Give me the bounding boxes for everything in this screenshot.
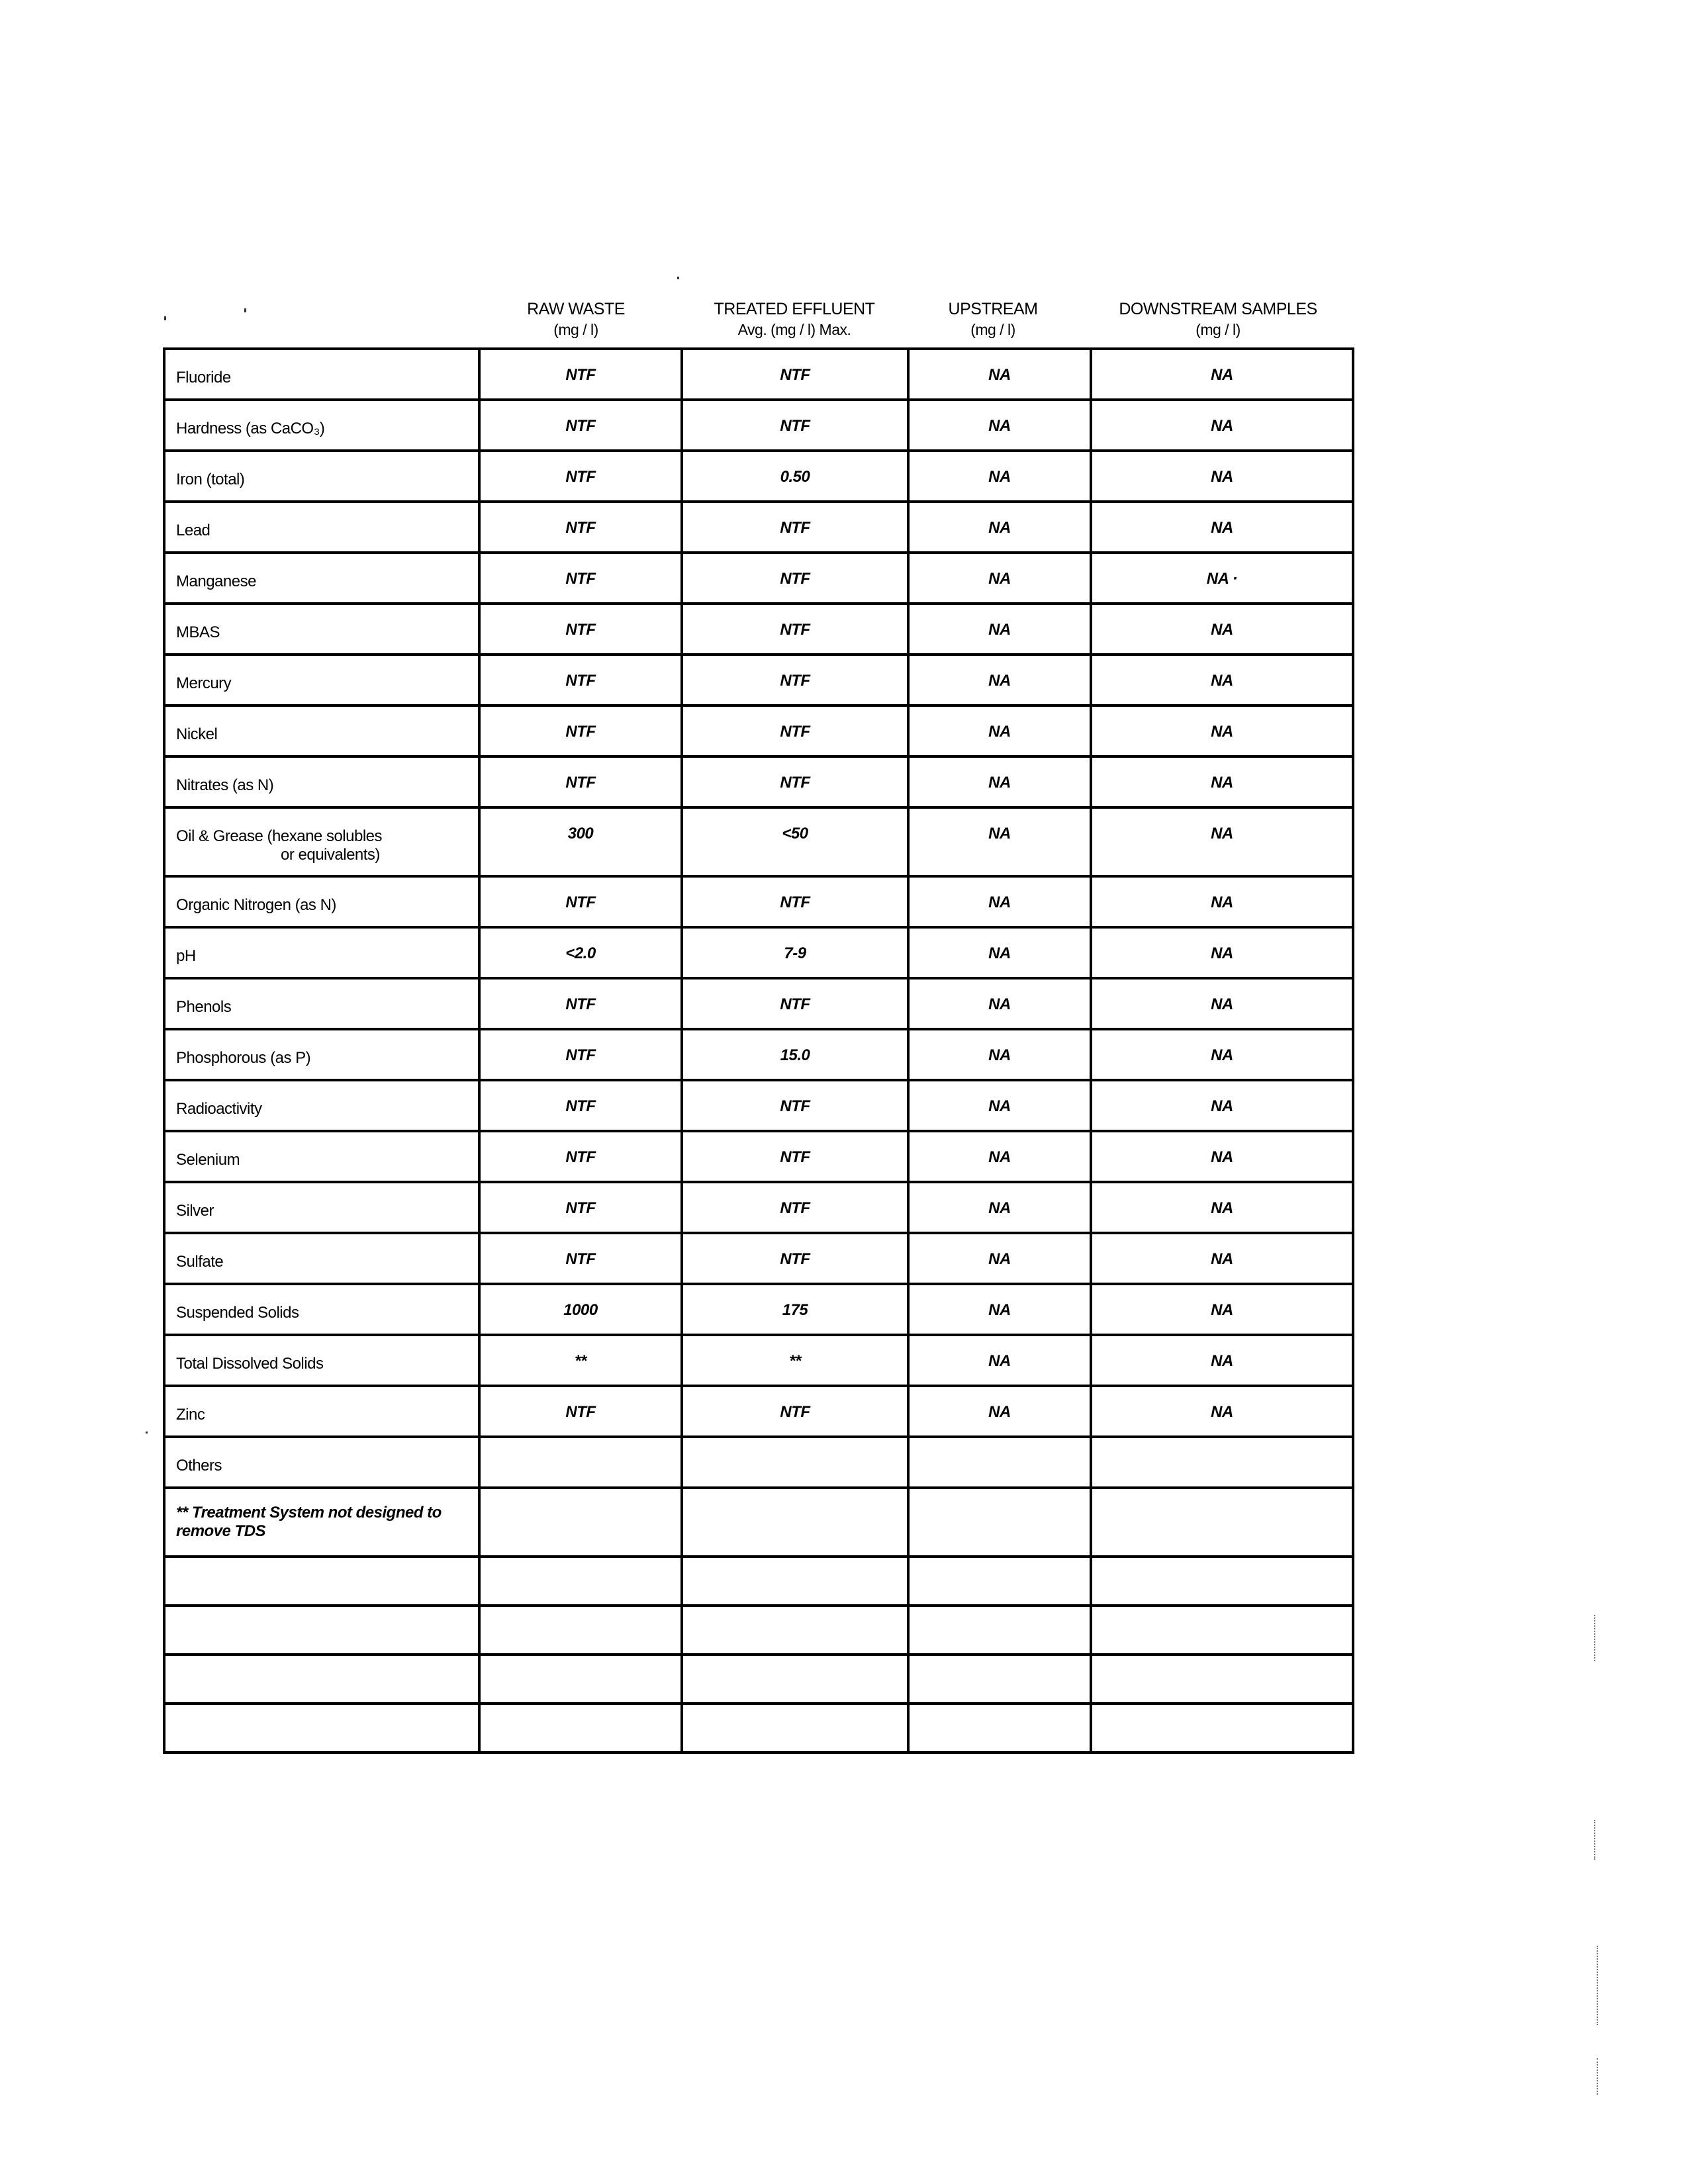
downstream-cell: NA — [1091, 1335, 1353, 1386]
table-row — [164, 705, 1353, 756]
raw-waste-cell: NTF — [479, 1233, 682, 1284]
header-raw-waste — [483, 299, 669, 340]
treated-effluent-cell: NTF — [682, 876, 908, 927]
parameter-cell: Fluoride — [164, 349, 479, 400]
parameter-cell: MBAS — [164, 604, 479, 655]
downstream-cell: NA — [1091, 1182, 1353, 1233]
treated-effluent-cell: 0.50 — [682, 451, 908, 502]
parameter-cell: Mercury — [164, 655, 479, 705]
empty-cell — [479, 1704, 682, 1752]
downstream-cell: NA — [1091, 927, 1353, 978]
parameter-cell: Organic Nitrogen (as N) — [164, 876, 479, 927]
downstream-cell: NA — [1091, 502, 1353, 553]
empty-cell — [908, 1488, 1091, 1557]
parameter-cell: Sulfate — [164, 1233, 479, 1284]
treated-effluent-cell: NTF — [682, 1080, 908, 1131]
empty-cell — [682, 1557, 908, 1606]
others-label: Others — [164, 1437, 479, 1488]
empty-cell — [164, 1557, 479, 1606]
parameter-cell: Silver — [164, 1182, 479, 1233]
parameter-cell: Total Dissolved Solids — [164, 1335, 479, 1386]
empty-cell — [682, 1437, 908, 1488]
raw-waste-cell: NTF — [479, 1131, 682, 1182]
downstream-cell: NA — [1091, 655, 1353, 705]
raw-waste-cell: NTF — [479, 705, 682, 756]
downstream-cell: NA — [1091, 705, 1353, 756]
parameter-cell: Nickel — [164, 705, 479, 756]
table-row — [164, 553, 1353, 604]
empty-cell — [1091, 1488, 1353, 1557]
upstream-cell: NA — [908, 756, 1091, 807]
raw-waste-cell: NTF — [479, 604, 682, 655]
treated-effluent-cell: NTF — [682, 1386, 908, 1437]
upstream-cell: NA — [908, 349, 1091, 400]
treated-effluent-cell: 15.0 — [682, 1029, 908, 1080]
table-row — [164, 756, 1353, 807]
empty-cell — [479, 1606, 682, 1655]
raw-waste-cell: NTF — [479, 1386, 682, 1437]
parameter-cell: Manganese — [164, 553, 479, 604]
downstream-cell: NA — [1091, 756, 1353, 807]
empty-cell — [682, 1655, 908, 1704]
raw-waste-cell: NTF — [479, 756, 682, 807]
treated-effluent-cell: NTF — [682, 604, 908, 655]
upstream-cell: NA — [908, 400, 1091, 451]
raw-waste-cell: 300 — [479, 807, 682, 876]
downstream-cell: NA — [1091, 876, 1353, 927]
treated-effluent-cell: NTF — [682, 756, 908, 807]
upstream-cell: NA — [908, 1029, 1091, 1080]
header-units: (mg / l) — [970, 321, 1015, 338]
downstream-cell: NA — [1091, 604, 1353, 655]
header-units: Avg. (mg / l) Max. — [737, 321, 851, 338]
empty-cell — [682, 1704, 908, 1752]
parameter-cell: Nitrates (as N) — [164, 756, 479, 807]
table-row — [164, 1386, 1353, 1437]
downstream-cell: NA — [1091, 807, 1353, 876]
upstream-cell: NA — [908, 1284, 1091, 1335]
table-row — [164, 451, 1353, 502]
upstream-cell: NA — [908, 1131, 1091, 1182]
empty-cell — [682, 1606, 908, 1655]
parameter-cell: Selenium — [164, 1131, 479, 1182]
table-row — [164, 655, 1353, 705]
upstream-cell: NA — [908, 1182, 1091, 1233]
raw-waste-cell: NTF — [479, 655, 682, 705]
raw-waste-cell: NTF — [479, 553, 682, 604]
table-row — [164, 807, 1353, 876]
treated-effluent-cell: NTF — [682, 502, 908, 553]
treated-effluent-cell: NTF — [682, 655, 908, 705]
header-title: UPSTREAM — [948, 300, 1038, 318]
upstream-cell: NA — [908, 807, 1091, 876]
blank-row — [164, 1655, 1353, 1704]
empty-cell — [908, 1557, 1091, 1606]
blank-row — [164, 1606, 1353, 1655]
downstream-cell: NA — [1091, 1131, 1353, 1182]
parameter-cell — [164, 807, 479, 876]
table-row — [164, 1182, 1353, 1233]
header-downstream — [1086, 299, 1350, 340]
table-row — [164, 1488, 1353, 1557]
empty-cell — [164, 1606, 479, 1655]
table-row — [164, 604, 1353, 655]
downstream-cell: NA · — [1091, 553, 1353, 604]
empty-cell — [908, 1704, 1091, 1752]
empty-cell — [164, 1704, 479, 1752]
upstream-cell: NA — [908, 1335, 1091, 1386]
upstream-cell: NA — [908, 553, 1091, 604]
downstream-cell: NA — [1091, 1284, 1353, 1335]
upstream-cell: NA — [908, 655, 1091, 705]
raw-waste-cell: NTF — [479, 876, 682, 927]
treated-effluent-cell: NTF — [682, 1131, 908, 1182]
header-title: DOWNSTREAM SAMPLES — [1119, 300, 1317, 318]
parameter-cell: Iron (total) — [164, 451, 479, 502]
raw-waste-cell: 1000 — [479, 1284, 682, 1335]
blank-row — [164, 1557, 1353, 1606]
upstream-cell: NA — [908, 876, 1091, 927]
table-row — [164, 1029, 1353, 1080]
scan-artifact — [1594, 1820, 1597, 1860]
empty-cell — [908, 1437, 1091, 1488]
upstream-cell: NA — [908, 604, 1091, 655]
scan-artifact — [1597, 2058, 1599, 2095]
downstream-cell: NA — [1091, 400, 1353, 451]
header-title: RAW WASTE — [527, 300, 625, 318]
header-upstream — [914, 299, 1072, 340]
treated-effluent-cell: <50 — [682, 807, 908, 876]
table-row — [164, 1284, 1353, 1335]
treated-effluent-cell: NTF — [682, 349, 908, 400]
empty-cell — [908, 1606, 1091, 1655]
upstream-cell: NA — [908, 502, 1091, 553]
empty-cell — [479, 1557, 682, 1606]
table-row — [164, 1335, 1353, 1386]
parameter-cell: Suspended Solids — [164, 1284, 479, 1335]
parameter-cell: Lead — [164, 502, 479, 553]
downstream-cell: NA — [1091, 1080, 1353, 1131]
empty-cell — [1091, 1655, 1353, 1704]
table-row — [164, 978, 1353, 1029]
empty-cell — [479, 1655, 682, 1704]
footnote-cell: ** Treatment System not designed to remove TDS — [164, 1488, 479, 1557]
header-units: (mg / l) — [1196, 321, 1241, 338]
parameter-cell: Phosphorous (as P) — [164, 1029, 479, 1080]
table-row — [164, 927, 1353, 978]
table-row — [164, 400, 1353, 451]
parameter-line-2: or equivalents) — [281, 846, 380, 864]
raw-waste-cell: ** — [479, 1335, 682, 1386]
treated-effluent-cell: NTF — [682, 553, 908, 604]
parameter-cell: pH — [164, 927, 479, 978]
downstream-cell: NA — [1091, 1386, 1353, 1437]
parameter-cell: Zinc — [164, 1386, 479, 1437]
upstream-cell: NA — [908, 451, 1091, 502]
table-row — [164, 1437, 1353, 1488]
empty-cell — [1091, 1606, 1353, 1655]
scan-mark — [146, 1432, 148, 1433]
analysis-table — [163, 347, 1354, 1754]
scan-mark — [677, 277, 679, 279]
treated-effluent-cell: 7-9 — [682, 927, 908, 978]
table-row — [164, 349, 1353, 400]
treated-effluent-cell: NTF — [682, 1233, 908, 1284]
upstream-cell: NA — [908, 1080, 1091, 1131]
upstream-cell: NA — [908, 705, 1091, 756]
treated-effluent-cell: NTF — [682, 400, 908, 451]
raw-waste-cell: NTF — [479, 451, 682, 502]
raw-waste-cell: NTF — [479, 1029, 682, 1080]
empty-cell — [479, 1437, 682, 1488]
scan-artifact — [1594, 1615, 1597, 1661]
parameter-cell: Hardness (as CaCO₃) — [164, 400, 479, 451]
upstream-cell: NA — [908, 1386, 1091, 1437]
header-title: TREATED EFFLUENT — [714, 300, 875, 318]
downstream-cell: NA — [1091, 349, 1353, 400]
treated-effluent-cell: NTF — [682, 1182, 908, 1233]
treated-effluent-cell: NTF — [682, 978, 908, 1029]
empty-cell — [164, 1655, 479, 1704]
downstream-cell: NA — [1091, 1029, 1353, 1080]
parameter-cell: Radioactivity — [164, 1080, 479, 1131]
header-units: (mg / l) — [553, 321, 598, 338]
table-row — [164, 1233, 1353, 1284]
raw-waste-cell: NTF — [479, 349, 682, 400]
raw-waste-cell: <2.0 — [479, 927, 682, 978]
empty-cell — [479, 1488, 682, 1557]
header-treated-effluent — [682, 299, 907, 340]
column-headers — [0, 299, 1688, 352]
table-row — [164, 502, 1353, 553]
upstream-cell: NA — [908, 927, 1091, 978]
upstream-cell: NA — [908, 978, 1091, 1029]
treated-effluent-cell: 175 — [682, 1284, 908, 1335]
parameter-cell: Phenols — [164, 978, 479, 1029]
raw-waste-cell: NTF — [479, 400, 682, 451]
downstream-cell: NA — [1091, 1233, 1353, 1284]
empty-cell — [1091, 1437, 1353, 1488]
scan-artifact — [1597, 1946, 1599, 2025]
raw-waste-cell: NTF — [479, 502, 682, 553]
empty-cell — [1091, 1557, 1353, 1606]
downstream-cell: NA — [1091, 978, 1353, 1029]
raw-waste-cell: NTF — [479, 1080, 682, 1131]
empty-cell — [1091, 1704, 1353, 1752]
raw-waste-cell: NTF — [479, 978, 682, 1029]
empty-cell — [908, 1655, 1091, 1704]
table-row — [164, 1080, 1353, 1131]
upstream-cell: NA — [908, 1233, 1091, 1284]
treated-effluent-cell: ** — [682, 1335, 908, 1386]
table-row — [164, 1131, 1353, 1182]
blank-row — [164, 1704, 1353, 1752]
treated-effluent-cell: NTF — [682, 705, 908, 756]
empty-cell — [682, 1488, 908, 1557]
downstream-cell: NA — [1091, 451, 1353, 502]
raw-waste-cell: NTF — [479, 1182, 682, 1233]
table-row — [164, 876, 1353, 927]
parameter-line-1: Oil & Grease (hexane solubles — [176, 827, 382, 845]
